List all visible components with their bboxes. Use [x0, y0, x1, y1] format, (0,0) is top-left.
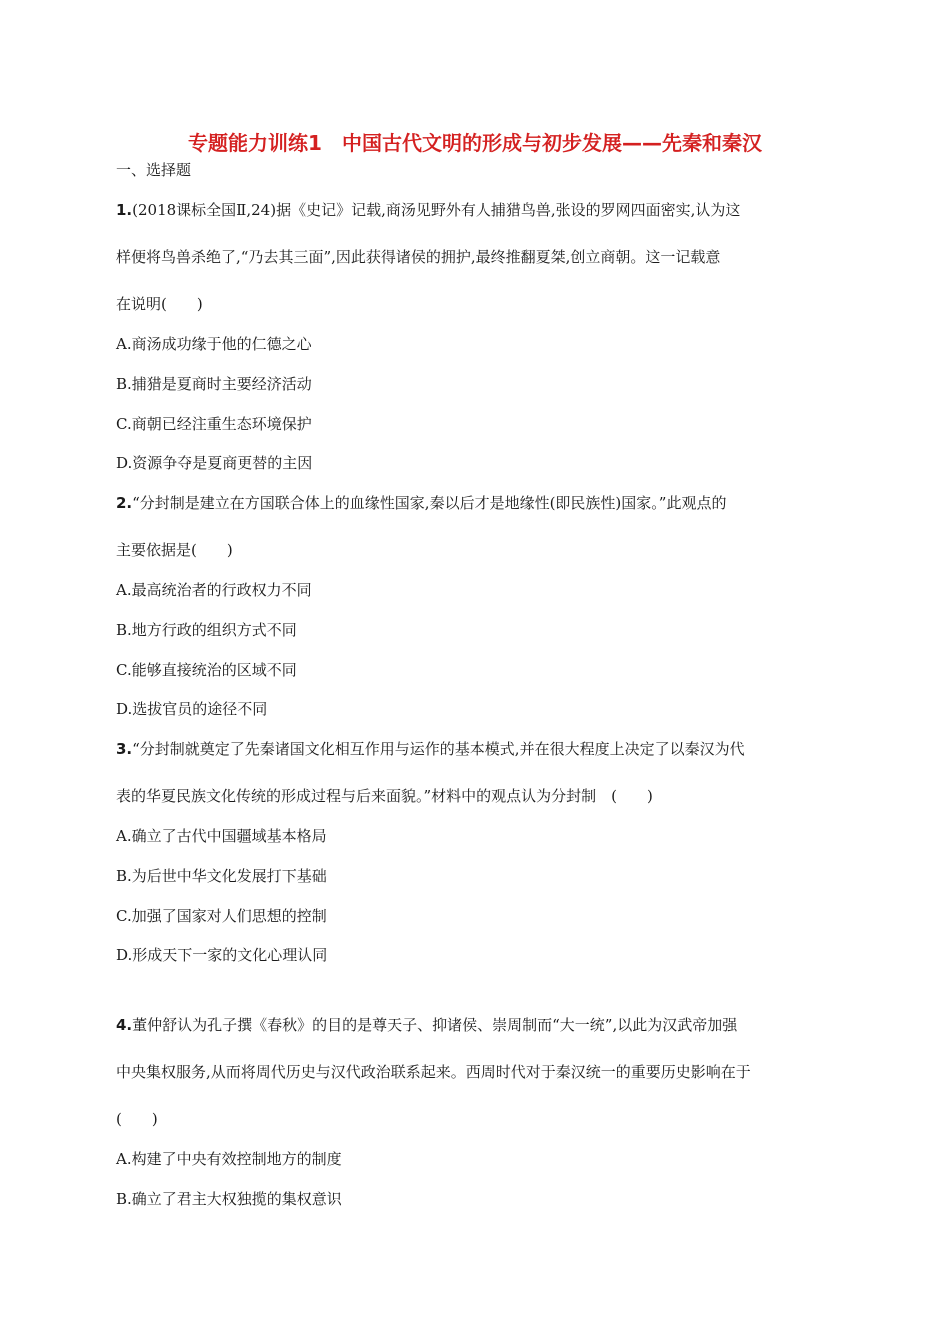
- question-1-option-a: A.商汤成功缘于他的仁德之心: [116, 335, 312, 353]
- question-text: “分封制就奠定了先秦诸国文化相互作用与运作的基本模式,并在很大程度上决定了以秦汉为代: [132, 740, 745, 758]
- section-heading: 一、选择题: [116, 161, 192, 179]
- question-2-line-1: [116, 493, 836, 513]
- question-text: “分封制是建立在方国联合体上的血缘性国家,秦以后才是地缘性(即民族性)国家。”此观点的: [132, 494, 727, 512]
- question-1-option-c: C.商朝已经注重生态环境保护: [116, 415, 312, 433]
- question-1-option-d: D.资源争夺是夏商更替的主因: [116, 454, 313, 472]
- question-3-option-a: A.确立了古代中国疆域基本格局: [116, 827, 327, 845]
- question-4-line-2: 中央集权服务,从而将周代历史与汉代政治联系起来。西周时代对于秦汉统一的重要历史影响在于: [116, 1063, 751, 1081]
- question-text: 董仲舒认为孔子撰《春秋》的目的是尊天子、抑诸侯、崇周制而“大一统”,以此为汉武帝加强: [132, 1016, 738, 1034]
- question-2-option-d: D.选拔官员的途径不同: [116, 700, 268, 718]
- question-number: 4.: [116, 1016, 133, 1034]
- question-number: 1.: [116, 201, 133, 219]
- question-2-option-c: C.能够直接统治的区域不同: [116, 661, 297, 679]
- question-1-line-3: 在说明( ): [116, 295, 203, 313]
- question-2-option-b: B.地方行政的组织方式不同: [116, 621, 297, 639]
- question-4-option-a: A.构建了中央有效控制地方的制度: [116, 1150, 342, 1168]
- page-title: 专题能力训练1 中国古代文明的形成与初步发展——先秦和秦汉: [188, 131, 762, 155]
- question-number: 3.: [116, 740, 133, 758]
- question-text: (2018课标全国Ⅱ,24)据《史记》记载,商汤见野外有人捕猎鸟兽,张设的罗网四面密实,认为这: [132, 201, 741, 219]
- question-2-option-a: A.最高统治者的行政权力不同: [116, 581, 312, 599]
- question-3-option-d: D.形成天下一家的文化心理认同: [116, 946, 328, 964]
- question-3-line-1: [116, 739, 836, 759]
- question-1-line-1: [116, 200, 836, 220]
- question-3-line-2: 表的华夏民族文化传统的形成过程与后来面貌。”材料中的观点认为分封制 ( ): [116, 787, 653, 805]
- question-2-line-2: 主要依据是( ): [116, 541, 233, 559]
- question-3-option-b: B.为后世中华文化发展打下基础: [116, 867, 327, 885]
- question-number: 2.: [116, 494, 133, 512]
- question-1-line-2: 样便将鸟兽杀绝了,“乃去其三面”,因此获得诸侯的拥护,最终推翻夏桀,创立商朝。这一记载意: [116, 248, 721, 266]
- question-1-option-b: B.捕猎是夏商时主要经济活动: [116, 375, 312, 393]
- question-4-line-1: [116, 1015, 836, 1035]
- question-3-option-c: C.加强了国家对人们思想的控制: [116, 907, 327, 925]
- question-4-line-3: ( ): [116, 1110, 158, 1128]
- question-4-option-b: B.确立了君主大权独揽的集权意识: [116, 1190, 342, 1208]
